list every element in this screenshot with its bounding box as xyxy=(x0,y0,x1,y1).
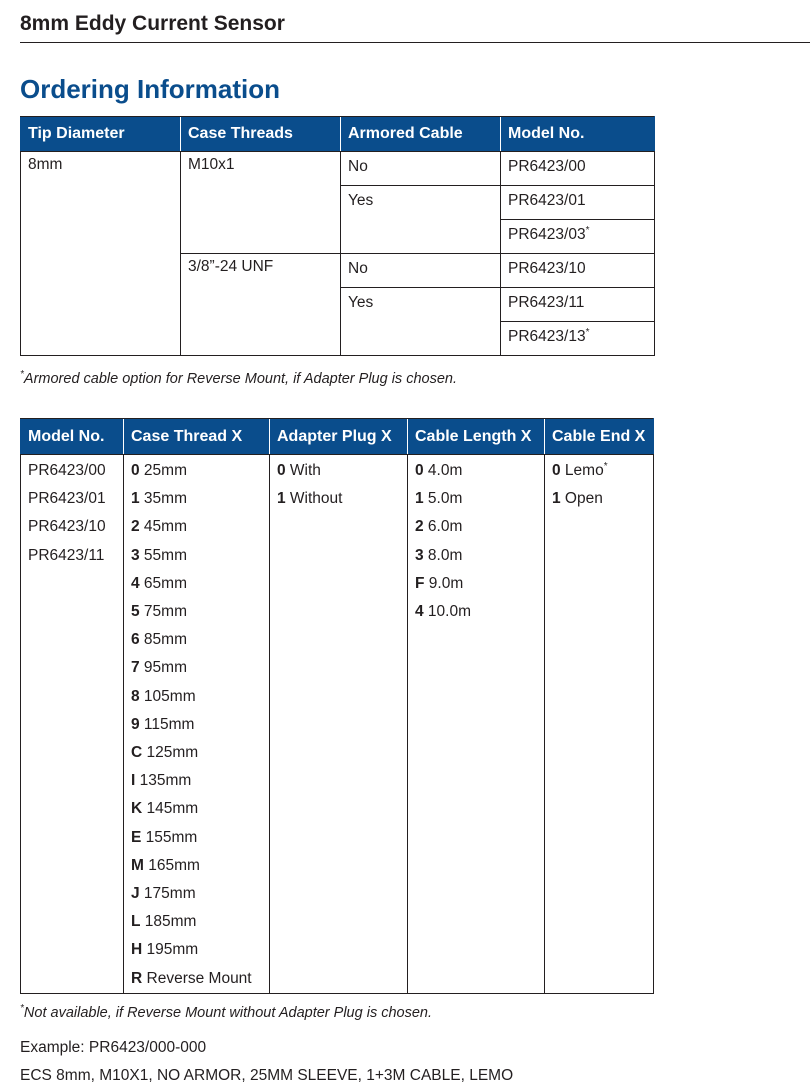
cable-length-option xyxy=(415,570,537,598)
option-code: 1 xyxy=(552,490,561,508)
option-code: 3 xyxy=(415,546,424,564)
example-description: ECS 8mm, M10X1, NO ARMOR, 25MM SLEEVE, 1+3M CABLE, LEMO xyxy=(20,1067,514,1084)
case-thread-option xyxy=(131,485,262,513)
option-code: 4 xyxy=(415,603,424,621)
option-code: 9 xyxy=(131,715,140,733)
footnote-marker: * xyxy=(585,224,590,236)
footnote-marker: * xyxy=(603,460,608,472)
header-case-thread-x: Case Thread X xyxy=(124,419,270,455)
header-model-no: Model No. xyxy=(21,419,124,455)
option-code: I xyxy=(131,772,136,790)
header-tip-diameter: Tip Diameter xyxy=(21,117,181,152)
option-label: 8.0m xyxy=(423,546,463,564)
header-model-no: Model No. xyxy=(501,117,655,152)
armored-cell: Yes xyxy=(341,288,501,322)
option-label: 10.0m xyxy=(423,603,472,621)
armored-cell: Yes xyxy=(341,186,501,220)
option-label: 45mm xyxy=(139,518,187,536)
model-cell xyxy=(501,220,655,254)
cable-length-option xyxy=(415,513,537,541)
adapter-plug-option xyxy=(277,485,400,513)
option-label: 9.0m xyxy=(424,574,464,592)
option-label: 195mm xyxy=(142,941,199,959)
case-thread-option xyxy=(131,880,262,908)
case-thread-option xyxy=(131,795,262,823)
model-number: PR6423/11 xyxy=(508,294,585,311)
model-number: PR6423/00 xyxy=(508,158,586,175)
title-divider xyxy=(20,42,810,43)
option-label: 55mm xyxy=(139,546,187,564)
option-label: 165mm xyxy=(143,856,200,874)
tip-diameter-cell: 8mm xyxy=(21,152,181,356)
option-label: 125mm xyxy=(142,744,199,762)
case-thread-option xyxy=(131,767,262,795)
footnote-marker: * xyxy=(20,1003,24,1015)
option-code: 0 xyxy=(552,462,561,479)
table-header-row xyxy=(21,419,654,455)
case-thread-option xyxy=(131,542,262,570)
adapter-plug-option xyxy=(277,457,400,485)
option-label: 145mm xyxy=(142,800,199,818)
footnote-reverse-mount xyxy=(20,1005,432,1021)
option-label: 6.0m xyxy=(423,518,463,536)
option-label: 135mm xyxy=(135,772,192,790)
option-code: 7 xyxy=(131,659,140,677)
option-code: 1 xyxy=(415,490,424,508)
case-thread-cell: 3/8”-24 UNF xyxy=(181,254,341,356)
option-label: 85mm xyxy=(139,631,187,649)
case-thread-option xyxy=(131,513,262,541)
option-label: 5.0m xyxy=(423,490,463,508)
model-number: PR6423/10 xyxy=(28,518,106,536)
case-thread-option xyxy=(131,824,262,852)
option-code: 5 xyxy=(131,603,140,621)
case-thread-option xyxy=(131,711,262,739)
adapter-plug-options-cell xyxy=(270,455,408,994)
header-cable-end-x: Cable End X xyxy=(545,419,654,455)
option-label: 25mm xyxy=(139,462,187,479)
model-number: PR6423/00 xyxy=(28,462,106,479)
option-code: 4 xyxy=(131,574,140,592)
case-thread-option xyxy=(131,654,262,682)
header-case-threads: Case Threads xyxy=(181,117,341,152)
model-cell xyxy=(501,322,655,356)
option-code: 3 xyxy=(131,546,140,564)
option-label: Lemo xyxy=(560,462,604,479)
example-model-code: Example: PR6423/000-000 xyxy=(20,1039,207,1056)
option-label: 75mm xyxy=(139,603,187,621)
option-code: C xyxy=(131,744,143,762)
model-number: PR6423/10 xyxy=(508,260,586,277)
section-heading: Ordering Information xyxy=(20,74,280,104)
footnote-marker: * xyxy=(585,326,590,338)
option-code: 0 xyxy=(277,462,286,479)
table-header-row xyxy=(21,117,655,152)
cable-length-option xyxy=(415,457,537,485)
option-code: K xyxy=(131,800,143,818)
option-label: Open xyxy=(560,490,603,508)
option-code: H xyxy=(131,941,143,959)
option-label: With xyxy=(285,462,321,479)
model-list-cell xyxy=(21,455,124,994)
option-label: 65mm xyxy=(139,574,187,592)
option-code: 0 xyxy=(131,462,140,479)
option-label: Reverse Mount xyxy=(142,969,252,987)
option-code: 8 xyxy=(131,687,140,705)
cable-end-options-cell xyxy=(545,455,654,994)
header-armored-cable: Armored Cable xyxy=(341,117,501,152)
case-thread-options-cell xyxy=(124,455,270,994)
case-thread-option xyxy=(131,852,262,880)
cable-length-option xyxy=(415,485,537,513)
armored-cell: No xyxy=(341,254,501,288)
option-label: 105mm xyxy=(139,687,196,705)
option-label: 185mm xyxy=(140,913,197,931)
case-thread-option xyxy=(131,570,262,598)
option-label: 115mm xyxy=(139,715,195,733)
model-number: PR6423/01 xyxy=(508,192,586,209)
case-thread-option xyxy=(131,908,262,936)
model-number: PR6423/03 xyxy=(508,226,586,243)
table-row xyxy=(21,455,654,994)
option-code: 6 xyxy=(131,631,140,649)
case-thread-option xyxy=(131,965,262,993)
page-title: 8mm Eddy Current Sensor xyxy=(20,12,285,35)
header-adapter-plug-x: Adapter Plug X xyxy=(270,419,408,455)
option-code: F xyxy=(415,574,425,592)
model-number: PR6423/01 xyxy=(28,490,106,508)
case-thread-option xyxy=(131,739,262,767)
option-code: 2 xyxy=(415,518,424,536)
case-thread-option xyxy=(131,683,262,711)
model-cell xyxy=(501,254,655,288)
option-code: 1 xyxy=(131,490,140,508)
case-thread-option xyxy=(131,457,262,485)
model-number: PR6423/13 xyxy=(508,328,586,345)
model-cell xyxy=(501,288,655,322)
option-code: L xyxy=(131,913,141,931)
option-code: 1 xyxy=(277,490,286,508)
option-code: M xyxy=(131,856,144,874)
footnote-armored-cable xyxy=(20,371,457,387)
case-thread-option xyxy=(131,626,262,654)
option-label: 155mm xyxy=(141,828,198,846)
armored-cell: No xyxy=(341,152,501,186)
ordering-table xyxy=(20,116,655,356)
model-cell xyxy=(501,152,655,186)
footnote-marker: * xyxy=(20,369,24,381)
case-thread-option xyxy=(131,598,262,626)
footnote-text: Armored cable option for Reverse Mount, if Adapter Plug is chosen. xyxy=(23,371,457,387)
header-cable-length-x: Cable Length X xyxy=(408,419,545,455)
case-thread-cell: M10x1 xyxy=(181,152,341,254)
footnote-text: Not available, if Reverse Mount without Adapter Plug is chosen. xyxy=(23,1005,433,1021)
option-code: J xyxy=(131,885,140,903)
option-code: R xyxy=(131,969,143,987)
option-code: E xyxy=(131,828,142,846)
option-code: 2 xyxy=(131,518,140,536)
table-row xyxy=(21,152,655,186)
cable-end-option xyxy=(552,457,646,485)
armored-cell xyxy=(341,220,501,254)
option-label: 35mm xyxy=(139,490,187,508)
option-code: 0 xyxy=(415,462,424,479)
option-label: 175mm xyxy=(139,885,196,903)
cable-length-option xyxy=(415,542,537,570)
cable-end-option xyxy=(552,485,646,513)
model-code-table xyxy=(20,418,654,994)
option-label: 95mm xyxy=(139,659,187,677)
model-cell xyxy=(501,186,655,220)
option-label: 4.0m xyxy=(423,462,463,479)
cable-length-options-cell xyxy=(408,455,545,994)
cable-length-option xyxy=(415,598,537,626)
option-label: Without xyxy=(285,490,343,508)
model-number: PR6423/11 xyxy=(28,546,105,564)
armored-cell xyxy=(341,322,501,356)
case-thread-option xyxy=(131,936,262,964)
